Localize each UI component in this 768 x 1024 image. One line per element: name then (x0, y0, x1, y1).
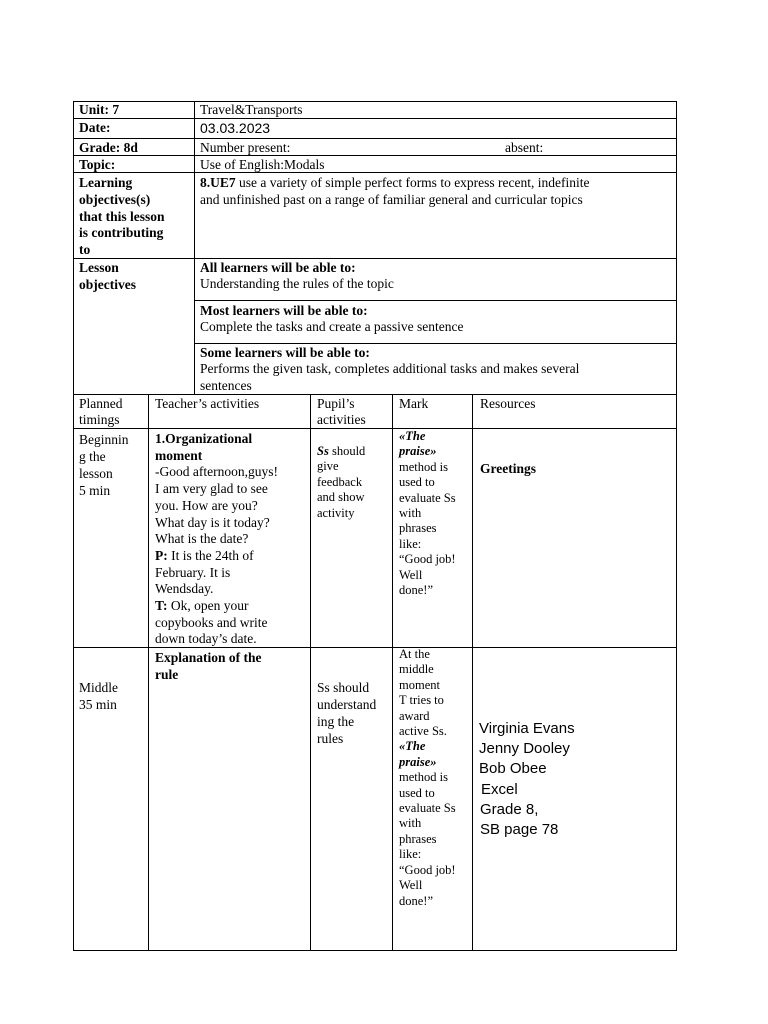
mark-line: moment (399, 677, 440, 692)
col-header-resources: Resources (480, 396, 536, 411)
resource-line: SB page 78 (480, 821, 559, 839)
pupil-line: rules (317, 731, 344, 746)
teacher-line: It is the 24th of (167, 547, 254, 563)
row-divider (73, 138, 677, 139)
mark-line: active Ss. (399, 724, 447, 739)
timing-line: 5 min (79, 483, 111, 498)
most-learners-text: Complete the tasks and create a passive sentence (200, 319, 464, 334)
teacher-line: copybooks and write (155, 614, 268, 630)
row-divider (73, 394, 677, 395)
row-divider (194, 343, 677, 344)
mark-line: with (399, 506, 422, 521)
some-learners-text (200, 361, 579, 394)
column-divider (148, 394, 149, 951)
row-divider (73, 172, 677, 173)
mark-line: used to (399, 785, 435, 800)
mark-line: evaluate Ss (399, 801, 456, 816)
col-header-line: timings (79, 412, 120, 427)
lo-text-line: use a variety of simple perfect forms to express recent, indefinite (235, 175, 590, 190)
mark-line: used to (399, 475, 435, 490)
column-divider (310, 394, 311, 951)
topic-label: Topic: (79, 157, 116, 172)
row2-pupil-activities (317, 679, 376, 747)
row1-mark (399, 429, 456, 598)
resource-line: Jenny Dooley (479, 740, 570, 758)
teacher-line: Wendsday. (155, 581, 214, 597)
lo-label-line: is contributing (79, 225, 164, 241)
teacher-line: What day is it today? (155, 514, 270, 530)
pupil-line: understand (317, 697, 377, 712)
row2-resources (479, 719, 575, 840)
number-present-label: Number present: (200, 140, 291, 155)
col-header-line: Planned (79, 396, 123, 411)
mark-line: method is (399, 459, 448, 474)
unit-value: Travel&Transports (200, 102, 303, 117)
row-divider (73, 118, 677, 119)
mark-line: award (399, 708, 430, 723)
teacher-line: I am very glad to see (155, 481, 268, 497)
resource-line: Grade 8, (480, 800, 539, 818)
some-text-line: Performs the given task, completes additional tasks and makes several (200, 361, 580, 376)
row2-teacher-activities (155, 650, 262, 683)
learning-objective-text (200, 175, 590, 208)
teacher-title-line: moment (155, 447, 203, 463)
lesson-objectives-label (79, 260, 136, 293)
lo-text-line: and unfinished past on a range of familiar general and curricular topics (200, 191, 583, 207)
speaker-p-label: P: (155, 547, 168, 563)
col-header-line: activities (317, 412, 366, 427)
teacher-line: -Good afternoon,guys! (155, 464, 278, 480)
mark-line: with (399, 816, 422, 831)
some-learners-title: Some learners will be able to: (200, 345, 370, 360)
topic-value: Use of English:Modals (200, 157, 325, 172)
lo-label-line: objectives(s) (79, 191, 151, 207)
timing-line: Beginnin (79, 432, 129, 447)
mark-praise-line: «The (399, 739, 426, 754)
timing-line: 35 min (79, 697, 117, 712)
mark-line: Well (399, 878, 423, 893)
mark-line: done!” (399, 583, 434, 598)
mark-line: like: (399, 847, 422, 862)
all-learners-title: All learners will be able to: (200, 260, 356, 275)
row-divider (194, 300, 677, 301)
date-label: Date: (79, 120, 111, 135)
table-border-left (73, 101, 74, 951)
absent-label: absent: (505, 140, 544, 155)
resource-line: Excel (481, 780, 518, 798)
lo-label-line: Learning (79, 175, 133, 190)
teacher-title-line: Explanation of the (155, 650, 262, 665)
unit-label: Unit: 7 (79, 102, 120, 117)
most-learners-title: Most learners will be able to: (200, 303, 368, 318)
table-border-top (73, 101, 677, 102)
teacher-line: February. It is (155, 564, 231, 580)
lo-label-line: that this lesson (79, 208, 165, 224)
row1-resource: Greetings (480, 461, 536, 476)
column-divider (472, 394, 473, 951)
pupil-line: give (317, 459, 339, 474)
pupil-ss: Ss (317, 444, 329, 458)
pupil-line: ing the (317, 714, 355, 729)
mark-praise-line: «The (399, 429, 426, 443)
learning-objectives-label (79, 175, 165, 259)
timing-line: g the (79, 449, 106, 464)
some-text-line: sentences (200, 377, 252, 393)
resource-line: Virginia Evans (479, 720, 575, 737)
lesson-obj-label-line: Lesson (79, 260, 119, 275)
table-border-bottom (73, 950, 677, 951)
row2-timing (79, 679, 118, 713)
mark-praise-line: praise» (399, 444, 437, 459)
col-header-timings (79, 396, 123, 428)
grade-label: Grade: 8d (79, 140, 138, 155)
pupil-line: feedback (317, 474, 363, 489)
teacher-title-line: rule (155, 666, 179, 682)
mark-line: method is (399, 770, 448, 785)
mark-praise-line: praise» (399, 754, 437, 769)
col-header-pupil (317, 396, 366, 428)
mark-line: phrases (399, 831, 437, 846)
mark-line: At the (399, 647, 430, 661)
col-header-mark: Mark (399, 396, 429, 411)
lesson-obj-label-line: objectives (79, 276, 136, 292)
teacher-line: Ok, open your (167, 598, 249, 614)
mark-line: phrases (399, 521, 437, 536)
pupil-line: activity (317, 505, 355, 520)
teacher-line: you. How are you? (155, 497, 258, 513)
mark-line: Well (399, 567, 423, 582)
mark-line: done!” (399, 893, 434, 908)
teacher-line: down today’s date. (155, 631, 257, 647)
mark-line: “Good job! (399, 862, 456, 877)
all-learners-text: Understanding the rules of the topic (200, 276, 394, 291)
pupil-line: should (328, 444, 366, 458)
row1-teacher-activities (155, 431, 278, 648)
table-border-right (676, 101, 677, 951)
teacher-line: What is the date? (155, 531, 249, 547)
lo-label-line: to (79, 242, 91, 258)
resource-line: Bob Obee (479, 760, 547, 778)
lo-code: 8.UE7 (200, 175, 236, 190)
column-divider (194, 101, 195, 395)
col-header-line: Pupil’s (317, 396, 355, 411)
mark-line: middle (399, 662, 434, 677)
row1-pupil-activities (317, 444, 365, 521)
pupil-line: Ss should (317, 680, 370, 695)
row-divider (73, 155, 677, 156)
date-value: 03.03.2023 (200, 120, 271, 136)
row2-mark (399, 647, 456, 909)
timing-line: Middle (79, 680, 118, 695)
pupil-line: and show (317, 490, 365, 505)
speaker-t-label: T: (155, 598, 168, 614)
column-divider (392, 394, 393, 951)
row-divider (73, 428, 677, 429)
mark-line: like: (399, 536, 422, 551)
row1-timing (79, 431, 129, 499)
col-header-teacher: Teacher’s activities (155, 396, 260, 411)
mark-line: “Good job! (399, 552, 456, 567)
mark-line: T tries to (399, 693, 444, 708)
timing-line: lesson (79, 466, 113, 481)
mark-line: evaluate Ss (399, 490, 456, 505)
teacher-title-line: 1.Organizational (155, 431, 253, 446)
